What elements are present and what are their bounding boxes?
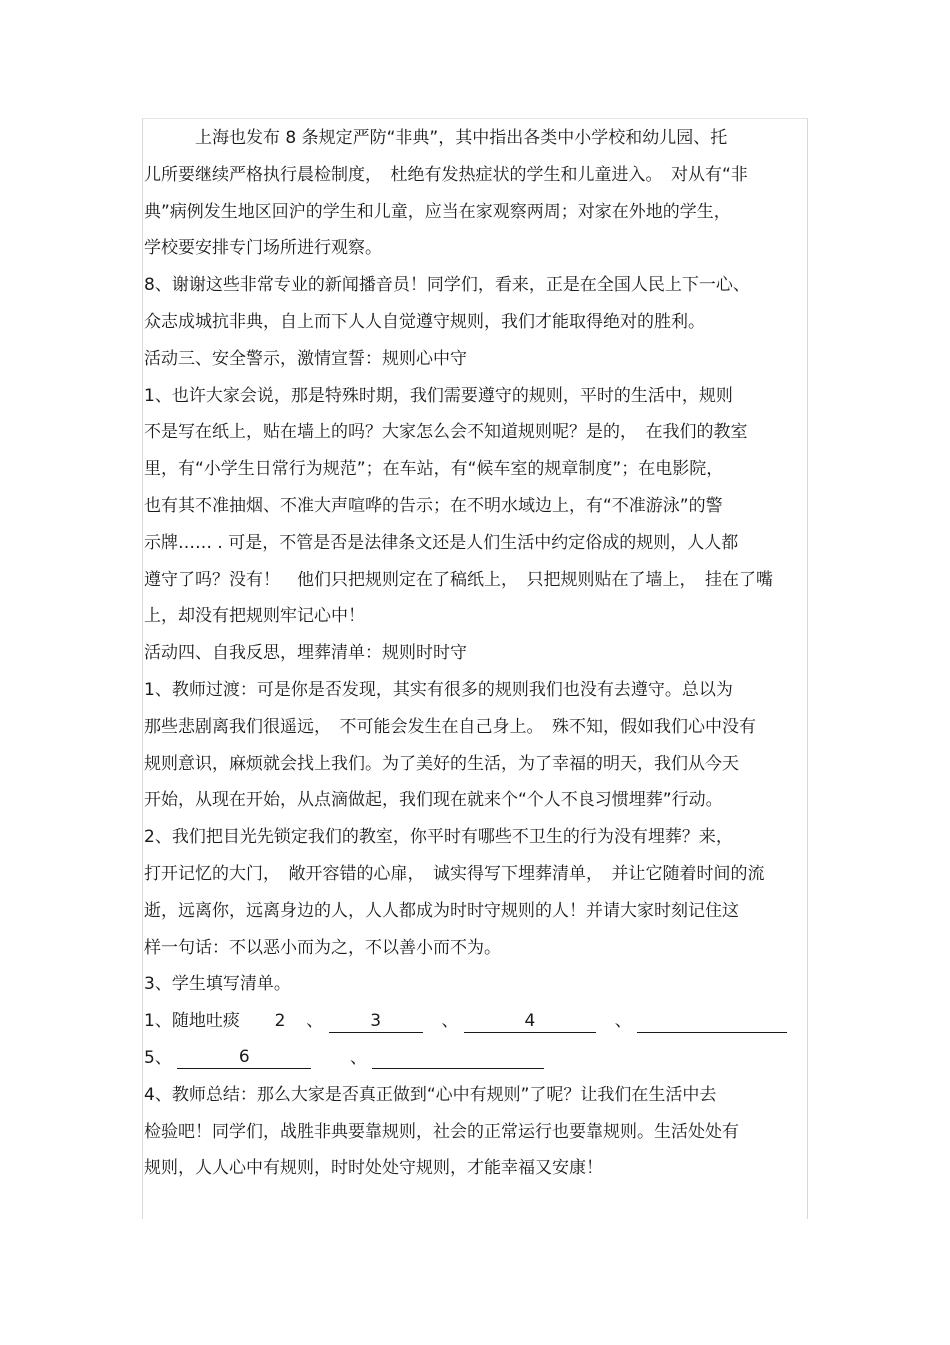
fill-in-list-row-1 — [144, 1003, 806, 1040]
blank-3[interactable] — [329, 1010, 423, 1033]
text-line: 样一句话：不以恶小而为之，不以善小而不为。 — [144, 937, 501, 958]
list-number-4: 4 — [524, 1010, 536, 1031]
list-number-3: 3 — [370, 1010, 382, 1031]
list-separator: 、 — [614, 1011, 632, 1032]
blank-7[interactable] — [372, 1046, 544, 1069]
fill-in-list-row-2 — [144, 1040, 806, 1077]
text-line: 1、教师过渡：可是你是否发现，其实有很多的规则我们也没有去遵守。总以为 — [144, 679, 733, 700]
text-line: 上海也发布 8 条规定严防“非典”，其中指出各类中小学校和幼儿园、托 — [144, 128, 728, 148]
text-line: 上，却没有把规则牢记心中！ — [144, 606, 365, 627]
text-line: 里，有“小学生日常行为规范”；在车站，有“候车室的规章制度”；在电影院， — [144, 459, 724, 480]
text-line: 逝，远离你，远离身边的人，人人都成为时时守规则的人！并请大家时刻记住这 — [144, 900, 739, 921]
text-line: 不是写在纸上，贴在墙上的吗？大家怎么会不知道规则呢？是的， 在我们的教室 — [144, 422, 748, 443]
blank-4[interactable] — [464, 1010, 596, 1033]
text-line: 示牌…… . 可是，不管是否是法律条文还是人们生活中约定俗成的规则，人人都 — [144, 532, 739, 553]
text-line: 3、学生填写清单。 — [144, 974, 291, 995]
text-line: 1、也许大家会说，那是特殊时期，我们需要遵守的规则，平时的生活中，规则 — [144, 385, 733, 406]
text-line: 学校要安排专门场所进行观察。 — [144, 238, 382, 259]
text-line: 规则，人人心中有规则，时时处处守规则，才能幸福又安康！ — [144, 1158, 603, 1179]
list-number-2: 2 — [274, 1011, 286, 1032]
text-line: 典”病例发生地区回沪的学生和儿童，应当在家观察两周；对家在外地的学生， — [144, 201, 731, 222]
text-line: 众志成城抗非典，自上而下人人自觉遵守规则，我们才能取得绝对的胜利。 — [144, 311, 705, 332]
text-line: 检验吧！同学们，战胜非典要靠规则，社会的正常运行也要靠规则。生活处处有 — [144, 1121, 739, 1142]
list-separator: 、 — [306, 1011, 324, 1032]
blank-6[interactable] — [177, 1046, 311, 1069]
list-number-5: 5、 — [144, 1047, 172, 1068]
list-separator: 、 — [350, 1047, 368, 1068]
text-line: 遵守了吗？没有！ 他们只把规则定在了稿纸上， 只把规则贴在了墙上， 挂在了嘴 — [144, 569, 773, 590]
list-item-1: 1、随地吐痰 — [144, 1011, 240, 1032]
section-heading: 活动四、自我反思，埋葬清单：规则时时守 — [144, 643, 467, 664]
section-heading: 活动三、安全警示，激情宣誓：规则心中守 — [144, 348, 467, 369]
text-line: 2、我们把目光先锁定我们的教室，你平时有哪些不卫生的行为没有埋葬？来， — [144, 827, 733, 848]
text-line: 打开记忆的大门， 敞开容错的心扉， 诚实得写下埋葬清单， 并让它随着时间的流 — [144, 863, 765, 884]
text-line: 8、谢谢这些非常专业的新闻播音员！同学们，看来，正是在全国人民上下一心、 — [144, 275, 750, 296]
text-line: 规则意识，麻烦就会找上我们。为了美好的生活，为了幸福的明天，我们从今天 — [144, 753, 739, 774]
document-body — [144, 120, 806, 1187]
list-separator: 、 — [441, 1011, 459, 1032]
text-line: 开始，从现在开始，从点滴做起，我们现在就来个“个人不良习惯埋葬”行动。 — [144, 790, 723, 811]
text-line: 那些悲剧离我们很遥远， 不可能会发生在自己身上。 殊不知，假如我们心中没有 — [144, 716, 756, 737]
text-line: 4、教师总结：那么大家是否真正做到“心中有规则”了呢？让我们在生活中去 — [144, 1084, 717, 1105]
text-line: 也有其不准抽烟、不准大声喧哗的告示；在不明水域边上，有“不准游泳”的警 — [144, 495, 723, 516]
list-number-6: 6 — [238, 1047, 250, 1068]
text-line: 儿所要继续严格执行晨检制度， 杜绝有发热症状的学生和儿童进入。 对从有“非 — [144, 164, 748, 185]
blank-5a[interactable] — [637, 1010, 787, 1033]
